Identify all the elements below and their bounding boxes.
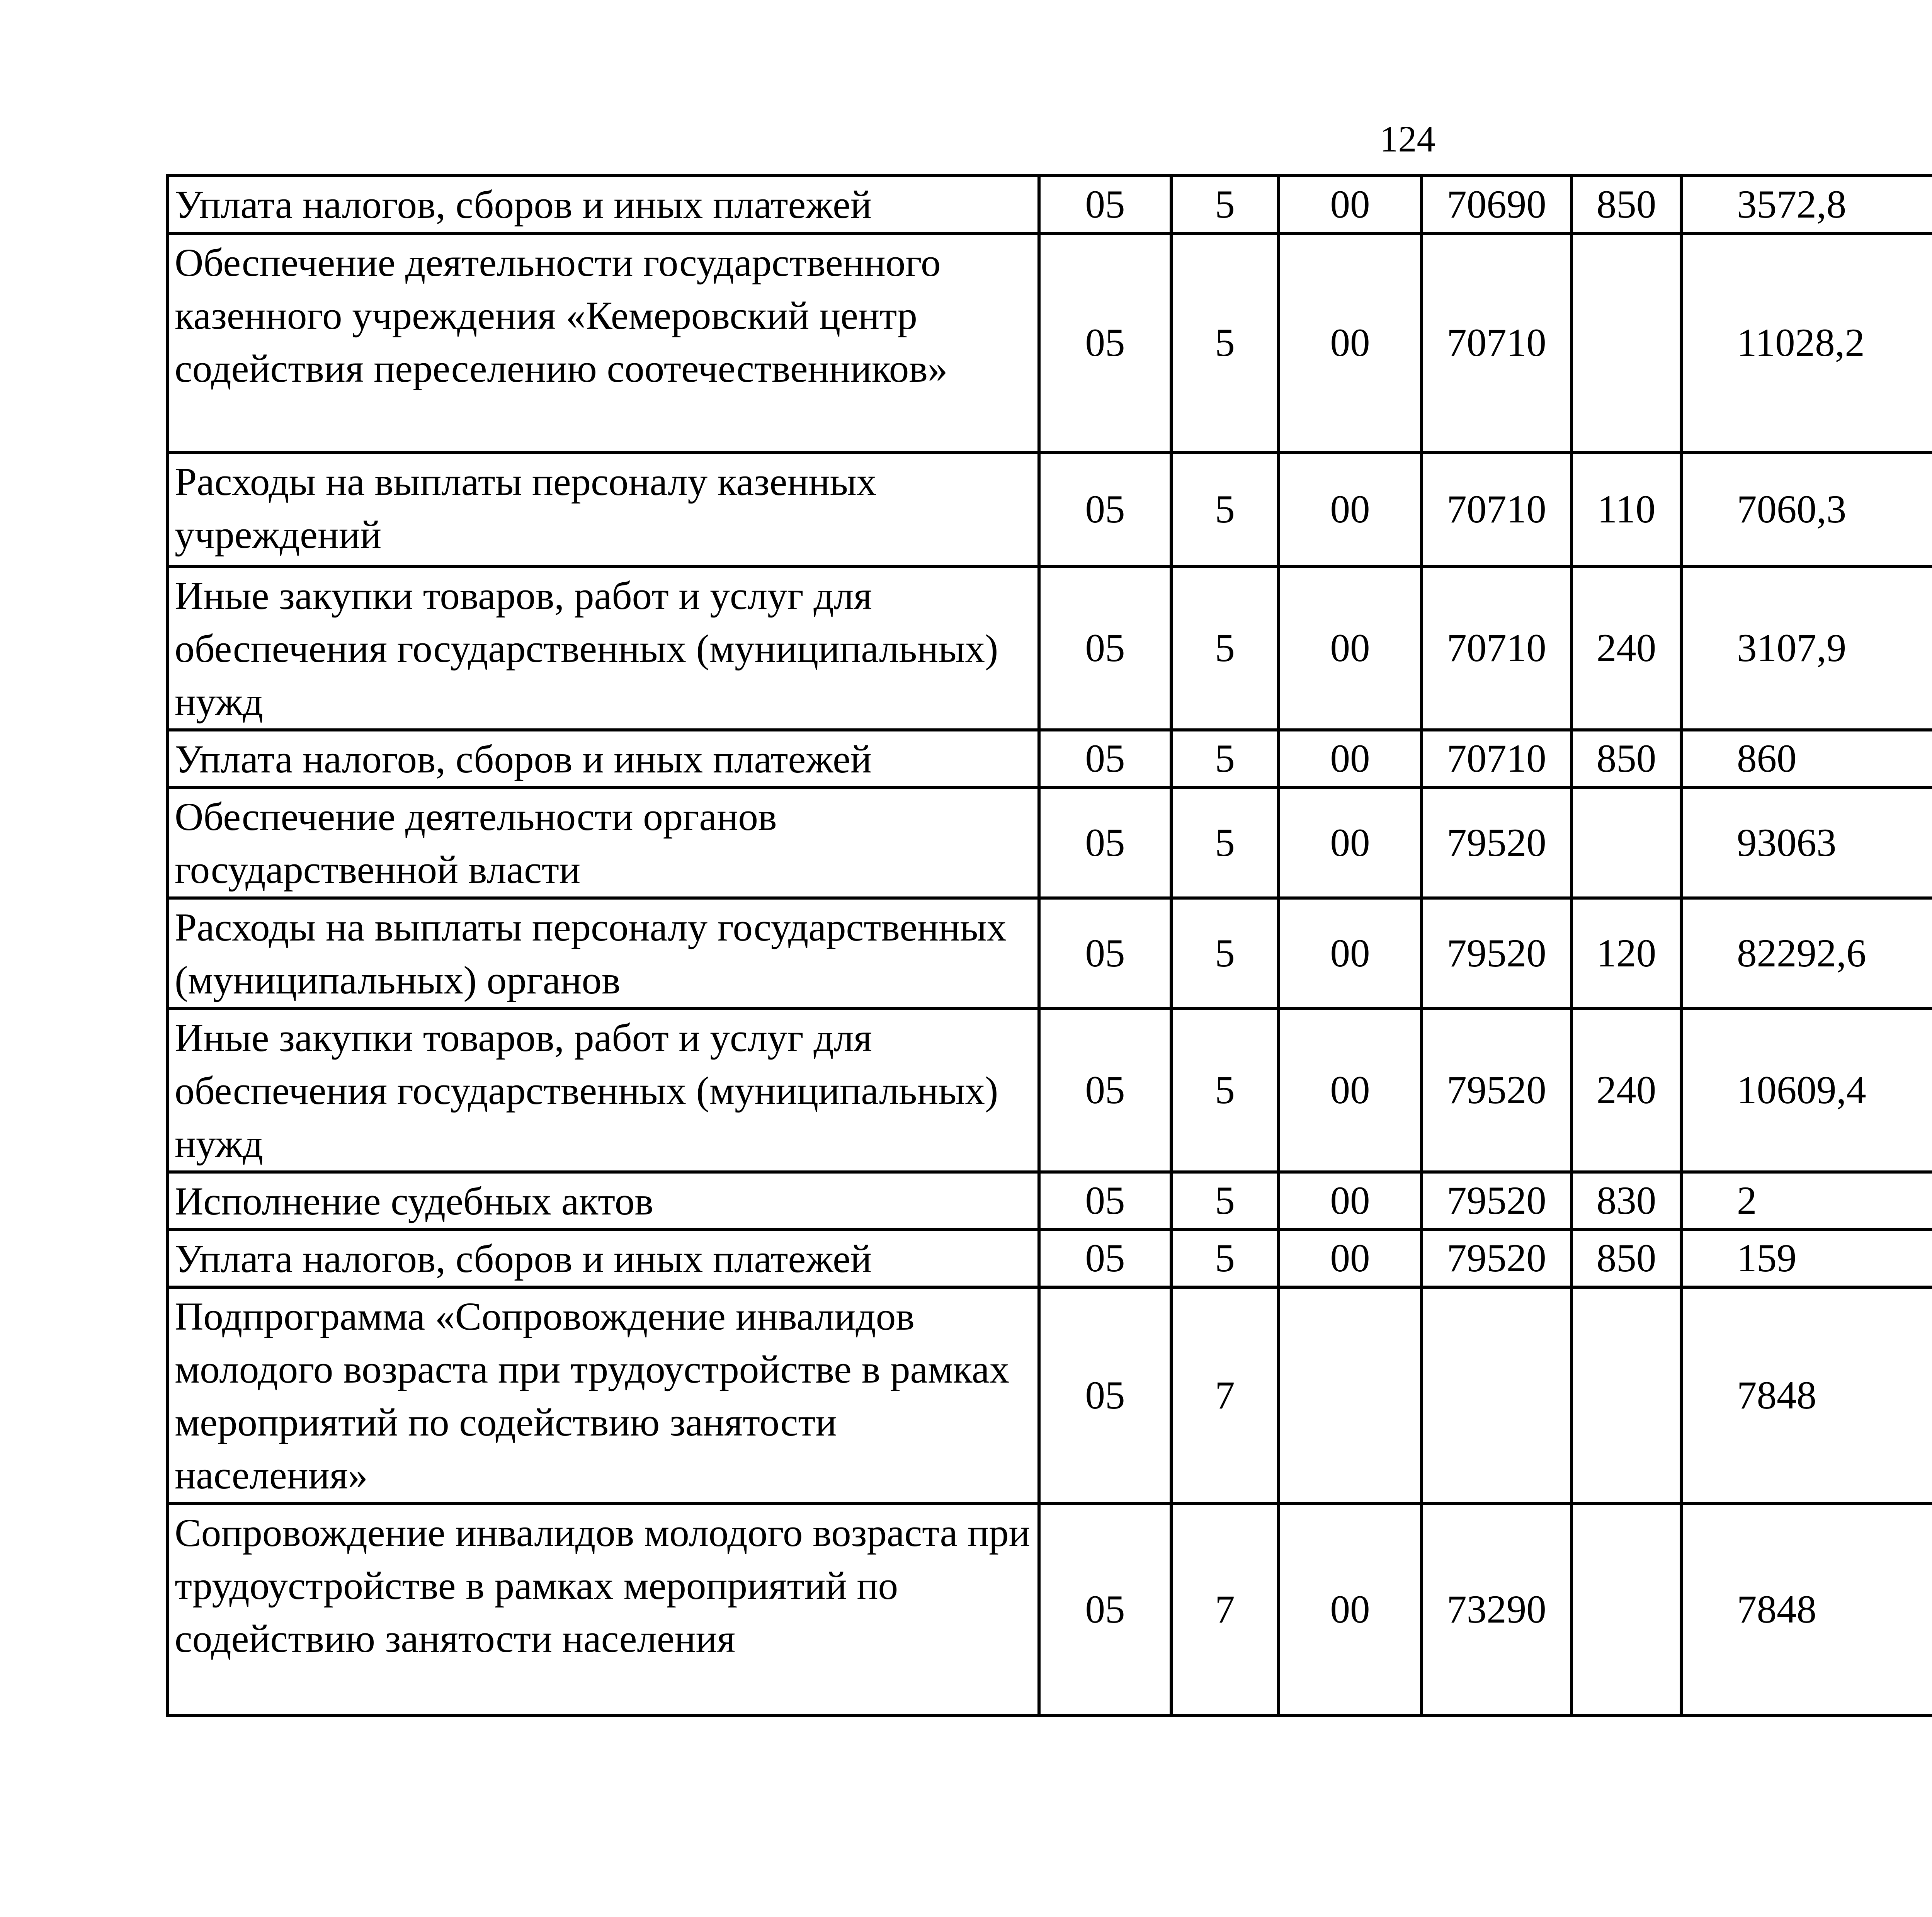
code-subprogram: 00 xyxy=(1279,1172,1422,1230)
code-subprogram: 00 xyxy=(1279,1504,1422,1715)
code-chapter: 05 xyxy=(1039,788,1171,898)
code-program: 5 xyxy=(1171,233,1279,452)
code-expense-type xyxy=(1571,788,1681,898)
code-direction: 79520 xyxy=(1422,1172,1571,1230)
table-row xyxy=(168,1172,1932,1230)
code-subprogram: 00 xyxy=(1279,175,1422,233)
row-name: Сопровождение инвалидов молодого возраста при трудоустройстве в рамках мероприятий по содействию занятости населения xyxy=(168,1504,1039,1715)
code-direction: 70710 xyxy=(1422,730,1571,788)
table-row xyxy=(168,566,1932,730)
code-subprogram: 00 xyxy=(1279,898,1422,1009)
code-direction: 70710 xyxy=(1422,452,1571,566)
code-subprogram: 00 xyxy=(1279,452,1422,566)
code-direction: 70690 xyxy=(1422,175,1571,233)
code-program: 7 xyxy=(1171,1287,1279,1504)
table-row xyxy=(168,452,1932,566)
code-program: 5 xyxy=(1171,452,1279,566)
code-chapter: 05 xyxy=(1039,175,1171,233)
code-expense-type xyxy=(1571,1504,1681,1715)
code-direction: 73290 xyxy=(1422,1504,1571,1715)
code-chapter: 05 xyxy=(1039,566,1171,730)
amount-year-1: 93063 xyxy=(1681,788,1932,898)
table-row xyxy=(168,788,1932,898)
code-subprogram: 00 xyxy=(1279,1009,1422,1172)
code-expense-type: 850 xyxy=(1571,1230,1681,1287)
table-row xyxy=(168,1009,1932,1172)
budget-table xyxy=(166,174,1932,1717)
code-program: 5 xyxy=(1171,175,1279,233)
amount-year-1: 82292,6 xyxy=(1681,898,1932,1009)
amount-year-1: 860 xyxy=(1681,730,1932,788)
code-direction: 79520 xyxy=(1422,1009,1571,1172)
row-name: Уплата налогов, сборов и иных платежей xyxy=(168,175,1039,233)
code-program: 5 xyxy=(1171,898,1279,1009)
row-name: Уплата налогов, сборов и иных платежей xyxy=(168,1230,1039,1287)
table-row xyxy=(168,175,1932,233)
code-expense-type: 240 xyxy=(1571,1009,1681,1172)
code-chapter: 05 xyxy=(1039,1009,1171,1172)
code-program: 5 xyxy=(1171,1172,1279,1230)
amount-year-1: 11028,2 xyxy=(1681,233,1932,452)
code-chapter: 05 xyxy=(1039,730,1171,788)
code-subprogram: 00 xyxy=(1279,233,1422,452)
code-expense-type: 120 xyxy=(1571,898,1681,1009)
code-subprogram: 00 xyxy=(1279,566,1422,730)
row-name: Расходы на выплаты персоналу государственных (муниципальных) органов xyxy=(168,898,1039,1009)
code-subprogram: 00 xyxy=(1279,788,1422,898)
code-chapter: 05 xyxy=(1039,898,1171,1009)
code-direction xyxy=(1422,1287,1571,1504)
code-program: 5 xyxy=(1171,1230,1279,1287)
code-direction: 70710 xyxy=(1422,566,1571,730)
code-direction: 79520 xyxy=(1422,898,1571,1009)
table-row xyxy=(168,1287,1932,1504)
table-row xyxy=(168,1504,1932,1715)
code-program: 7 xyxy=(1171,1504,1279,1715)
amount-year-1: 7060,3 xyxy=(1681,452,1932,566)
code-chapter: 05 xyxy=(1039,233,1171,452)
code-chapter: 05 xyxy=(1039,1287,1171,1504)
amount-year-1: 159 xyxy=(1681,1230,1932,1287)
code-expense-type xyxy=(1571,233,1681,452)
code-direction: 79520 xyxy=(1422,788,1571,898)
code-subprogram: 00 xyxy=(1279,1230,1422,1287)
code-chapter: 05 xyxy=(1039,1504,1171,1715)
table-row xyxy=(168,898,1932,1009)
amount-year-1: 7848 xyxy=(1681,1504,1932,1715)
code-subprogram: 00 xyxy=(1279,730,1422,788)
code-subprogram xyxy=(1279,1287,1422,1504)
amount-year-1: 3572,8 xyxy=(1681,175,1932,233)
amount-year-1: 7848 xyxy=(1681,1287,1932,1504)
amount-year-1: 2 xyxy=(1681,1172,1932,1230)
table-row xyxy=(168,233,1932,452)
code-chapter: 05 xyxy=(1039,452,1171,566)
table-row xyxy=(168,1230,1932,1287)
row-name: Иные закупки товаров, работ и услуг для обеспечения государственных (муниципальных) нужд xyxy=(168,1009,1039,1172)
code-program: 5 xyxy=(1171,566,1279,730)
amount-year-1: 10609,4 xyxy=(1681,1009,1932,1172)
code-expense-type xyxy=(1571,1287,1681,1504)
page-number: 124 xyxy=(1379,118,1435,160)
row-name: Иные закупки товаров, работ и услуг для обеспечения государственных (муниципальных) нужд xyxy=(168,566,1039,730)
code-expense-type: 830 xyxy=(1571,1172,1681,1230)
code-chapter: 05 xyxy=(1039,1172,1171,1230)
code-program: 5 xyxy=(1171,788,1279,898)
code-program: 5 xyxy=(1171,730,1279,788)
code-direction: 70710 xyxy=(1422,233,1571,452)
code-expense-type: 110 xyxy=(1571,452,1681,566)
amount-year-1: 3107,9 xyxy=(1681,566,1932,730)
row-name: Обеспечение деятельности государственного казенного учреждения «Кемеровский центр содействия переселению соотечественников» xyxy=(168,233,1039,452)
row-name: Подпрограмма «Сопровождение инвалидов молодого возраста при трудоустройстве в рамках мероприятий по содействию занятости населения» xyxy=(168,1287,1039,1504)
code-program: 5 xyxy=(1171,1009,1279,1172)
code-direction: 79520 xyxy=(1422,1230,1571,1287)
row-name: Обеспечение деятельности органов государственной власти xyxy=(168,788,1039,898)
code-expense-type: 850 xyxy=(1571,730,1681,788)
row-name: Расходы на выплаты персоналу казенных учреждений xyxy=(168,452,1039,566)
code-expense-type: 850 xyxy=(1571,175,1681,233)
code-chapter: 05 xyxy=(1039,1230,1171,1287)
row-name: Исполнение судебных актов xyxy=(168,1172,1039,1230)
code-expense-type: 240 xyxy=(1571,566,1681,730)
row-name: Уплата налогов, сборов и иных платежей xyxy=(168,730,1039,788)
table-row xyxy=(168,730,1932,788)
